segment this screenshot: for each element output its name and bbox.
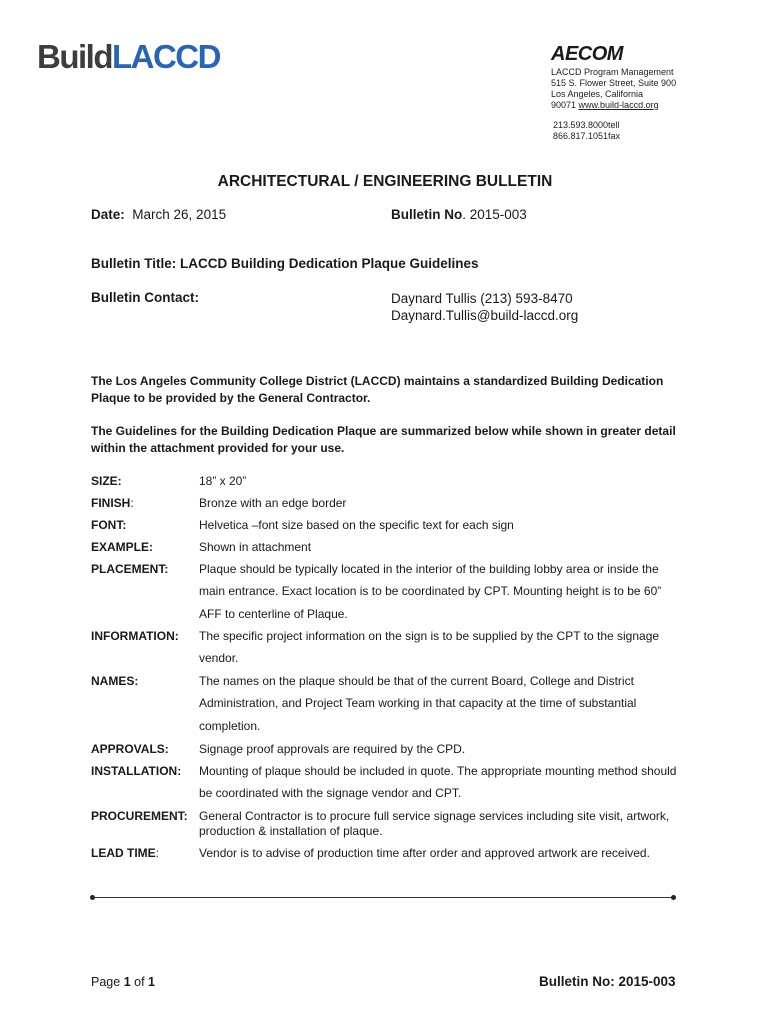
spec-label-approvals: APPROVALS: xyxy=(91,742,169,756)
bulletin-contact-info xyxy=(391,290,578,324)
date-row xyxy=(91,207,226,222)
divider-line xyxy=(92,897,674,898)
spec-label-placement: PLACEMENT: xyxy=(91,562,169,576)
document-title: ARCHITECTURAL / ENGINEERING BULLETIN xyxy=(217,173,553,190)
date-value: March 26, 2015 xyxy=(132,207,227,222)
phone-number: 213.593.8000tell xyxy=(553,120,620,130)
logo-part-build: Build xyxy=(37,38,112,75)
intro-paragraph: The Guidelines for the Building Dedication Plaque are summarized below while shown in greater detail within the attachment provided for your use. xyxy=(91,424,676,455)
phone-block xyxy=(553,120,620,142)
spec-value-names: The names on the plaque should be that of the current Board, College and District Administration, and Project Team working in that capacity at the time of substantial completion. xyxy=(199,674,637,733)
spec-value-lead-time: Vendor is to advise of production time after order and approved artwork are received. xyxy=(199,846,650,860)
spec-label-procurement: PROCUREMENT: xyxy=(91,809,188,823)
contact-email: Daynard.Tullis@build-laccd.org xyxy=(391,308,579,323)
spec-value-size: 18” x 20” xyxy=(199,474,247,488)
spec-value-approvals: Signage proof approvals are required by the CPD. xyxy=(199,742,466,756)
address-line: Los Angeles, California xyxy=(551,89,644,99)
contact-phone: Daynard Tullis (213) 593-8470 xyxy=(391,291,573,306)
bulletin-title: Bulletin Title: LACCD Building Dedication Plaque Guidelines xyxy=(91,256,479,271)
aecom-logo: AECOM xyxy=(551,43,623,65)
address-zip: 90071 xyxy=(551,100,577,110)
bulletin-contact-label: Bulletin Contact: xyxy=(91,290,199,305)
buildlaccd-logo xyxy=(37,40,220,73)
date-label: Date: xyxy=(91,207,125,222)
spec-value-font: Helvetica –font size based on the specific text for each sign xyxy=(199,518,514,532)
footer-bulletin-number: Bulletin No: 2015-003 xyxy=(539,974,676,989)
website-link[interactable]: www.build-laccd.org xyxy=(578,100,659,110)
bulletin-number-value: . 2015-003 xyxy=(462,207,527,222)
spec-label-installation: INSTALLATION: xyxy=(91,764,182,778)
spec-label-example: EXAMPLE: xyxy=(91,540,154,554)
page-indicator: Page 1 of 1 xyxy=(91,975,155,989)
spec-label-size: SIZE: xyxy=(91,474,122,488)
spec-value-finish: Bronze with an edge border xyxy=(199,496,347,510)
spec-value-placement: Plaque should be typically located in the interior of the building lobby area or inside the main entrance. Exact location is to be coordinated by CPT. Mounting height is to be 60” AFF to centerline of Plaque. xyxy=(199,562,662,621)
spec-label-information: INFORMATION: xyxy=(91,629,179,643)
fax-number: 866.817.1051fax xyxy=(553,131,621,141)
intro-paragraph: The Los Angeles Community College District (LACCD) maintains a standardized Building Dedication Plaque to be provided by the General Contractor. xyxy=(91,374,664,405)
spec-label-names: NAMES: xyxy=(91,674,139,688)
spec-label-finish: FINISH: xyxy=(91,496,134,510)
spec-label-font: FONT: xyxy=(91,518,127,532)
address-line: LACCD Program Management xyxy=(551,67,674,77)
spec-value-installation: Mounting of plaque should be included in quote. The appropriate mounting method should be coordinated with the signage vendor and CPT. xyxy=(199,764,677,801)
spec-label-lead-time: LEAD TIME: xyxy=(91,846,160,860)
spec-value-information: The specific project information on the sign is to be supplied by the CPT to the signage vendor. xyxy=(199,629,660,666)
bulletin-number-label: Bulletin No xyxy=(391,207,463,222)
logo-part-laccd: LACCD xyxy=(111,38,220,75)
address-line: 515 S. Flower Street, Suite 900 xyxy=(551,78,677,88)
spec-value-example: Shown in attachment xyxy=(199,540,312,554)
spec-value-procurement: General Contractor is to procure full service signage services including site visit, artwork, production & installation of plaque. xyxy=(199,809,670,838)
divider-dot-right xyxy=(671,895,676,900)
office-address xyxy=(551,67,676,111)
bulletin-number-row xyxy=(391,207,527,222)
